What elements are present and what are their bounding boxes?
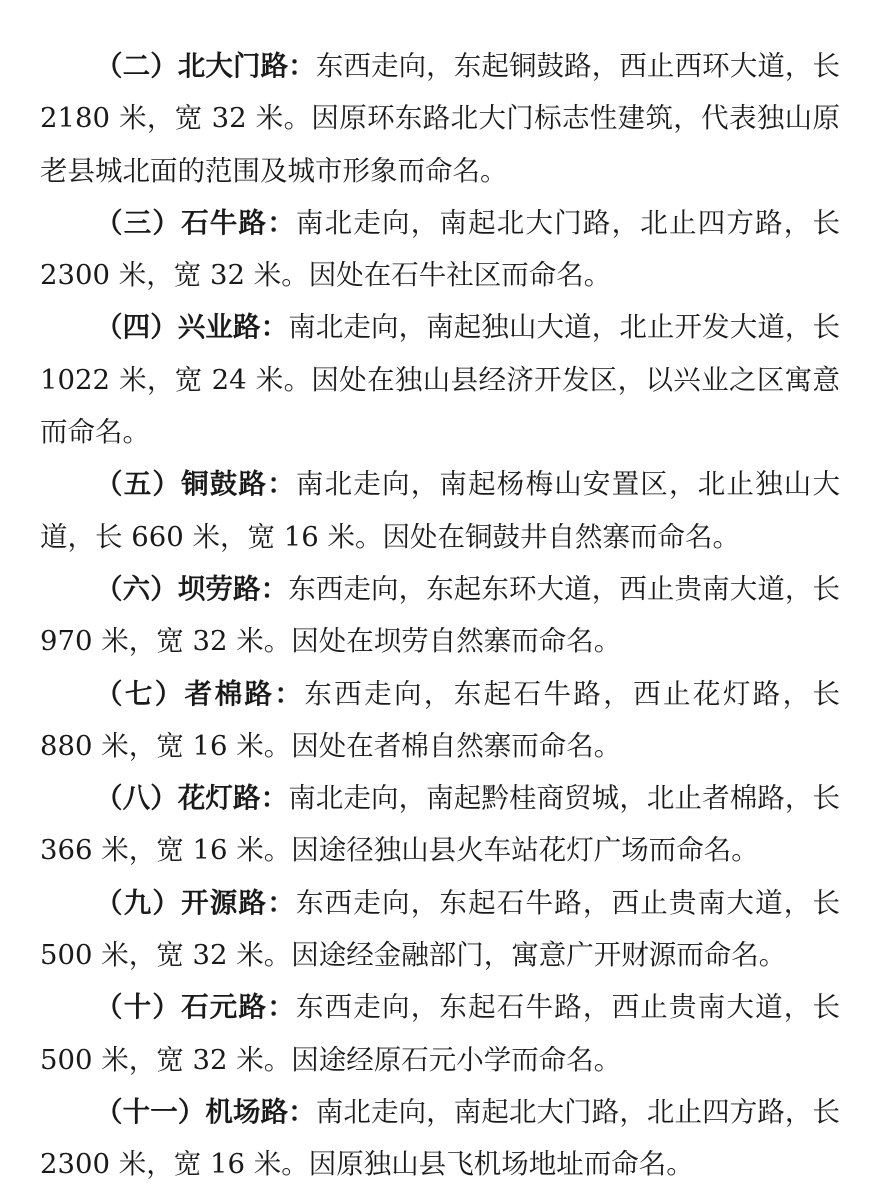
entry-heading: （二）北大门路： bbox=[95, 50, 316, 82]
entry-heading: （十一）机场路： bbox=[95, 1095, 316, 1128]
entry-text: 南北走向，南起独山大道，北止开发大道，长 1022 米，宽 24 米。因处在独山县经济开发区，以兴业之区寓意而命名。 bbox=[40, 311, 841, 449]
entry-heading: （三）石牛路： bbox=[95, 206, 296, 239]
entry-text: 东西走向，东起铜鼓路，西止西环大道，长 2180 米，宽 32 米。因原环东路北大门标志性建筑，代表独山原老县城北面的范围及城市形象而命名。 bbox=[40, 50, 841, 187]
road-entry-hua-deng bbox=[40, 772, 840, 877]
road-entry-kai-yuan bbox=[40, 877, 840, 982]
road-entry-zhe-mian bbox=[40, 668, 840, 773]
entry-heading: （九）开源路： bbox=[95, 886, 296, 919]
entry-text: 东西走向，东起东环大道，西止贵南大道，长 970 米，宽 32 米。因处在坝劳自然寨而命名。 bbox=[40, 572, 841, 658]
entry-heading: （四）兴业路： bbox=[95, 311, 289, 344]
entry-text: 东西走向，东起石牛路，西止贵南大道，长 500 米，宽 32 米。因途经原石元小学而命名。 bbox=[40, 991, 841, 1076]
entry-heading: （八）花灯路： bbox=[95, 782, 289, 815]
document-page bbox=[40, 40, 840, 1191]
road-entry-xing-ye bbox=[40, 301, 840, 458]
road-entry-tong-gu bbox=[40, 458, 840, 563]
road-entry-bei-da-men bbox=[40, 40, 840, 197]
entry-text: 东西走向，东起石牛路，西止花灯路，长 880 米，宽 16 米。因处在者棉自然寨而命名。 bbox=[40, 677, 841, 762]
road-entry-ba-lao bbox=[40, 563, 840, 668]
entry-heading: （六）坝劳路： bbox=[95, 572, 289, 605]
entry-text: 南北走向，南起北大门路，北止四方路，长 2300 米，宽 32 米。因处在石牛社区而命名。 bbox=[40, 206, 841, 292]
entry-heading: （十）石元路： bbox=[95, 991, 296, 1024]
road-entry-shi-yuan bbox=[40, 981, 840, 1086]
entry-text: 南北走向，南起杨梅山安置区，北止独山大道，长 660 米，宽 16 米。因处在铜鼓井自然寨而命名。 bbox=[40, 468, 841, 553]
road-entry-ji-chang bbox=[40, 1086, 840, 1191]
entry-text: 南北走向，南起黔桂商贸城，北止者棉路，长 366 米，宽 16 米。因途径独山县火车站花灯广场而命名。 bbox=[40, 782, 841, 867]
entry-heading: （七）者棉路： bbox=[95, 677, 305, 710]
entry-text: 东西走向，东起石牛路，西止贵南大道，长 500 米，宽 32 米。因途经金融部门，寓意广开财源而命名。 bbox=[40, 886, 841, 972]
entry-heading: （五）铜鼓路： bbox=[95, 468, 296, 501]
entry-text: 南北走向，南起北大门路，北止四方路，长 2300 米，宽 16 米。因原独山县飞机场地址而命名。 bbox=[40, 1095, 841, 1181]
road-entry-shi-niu bbox=[40, 197, 840, 302]
